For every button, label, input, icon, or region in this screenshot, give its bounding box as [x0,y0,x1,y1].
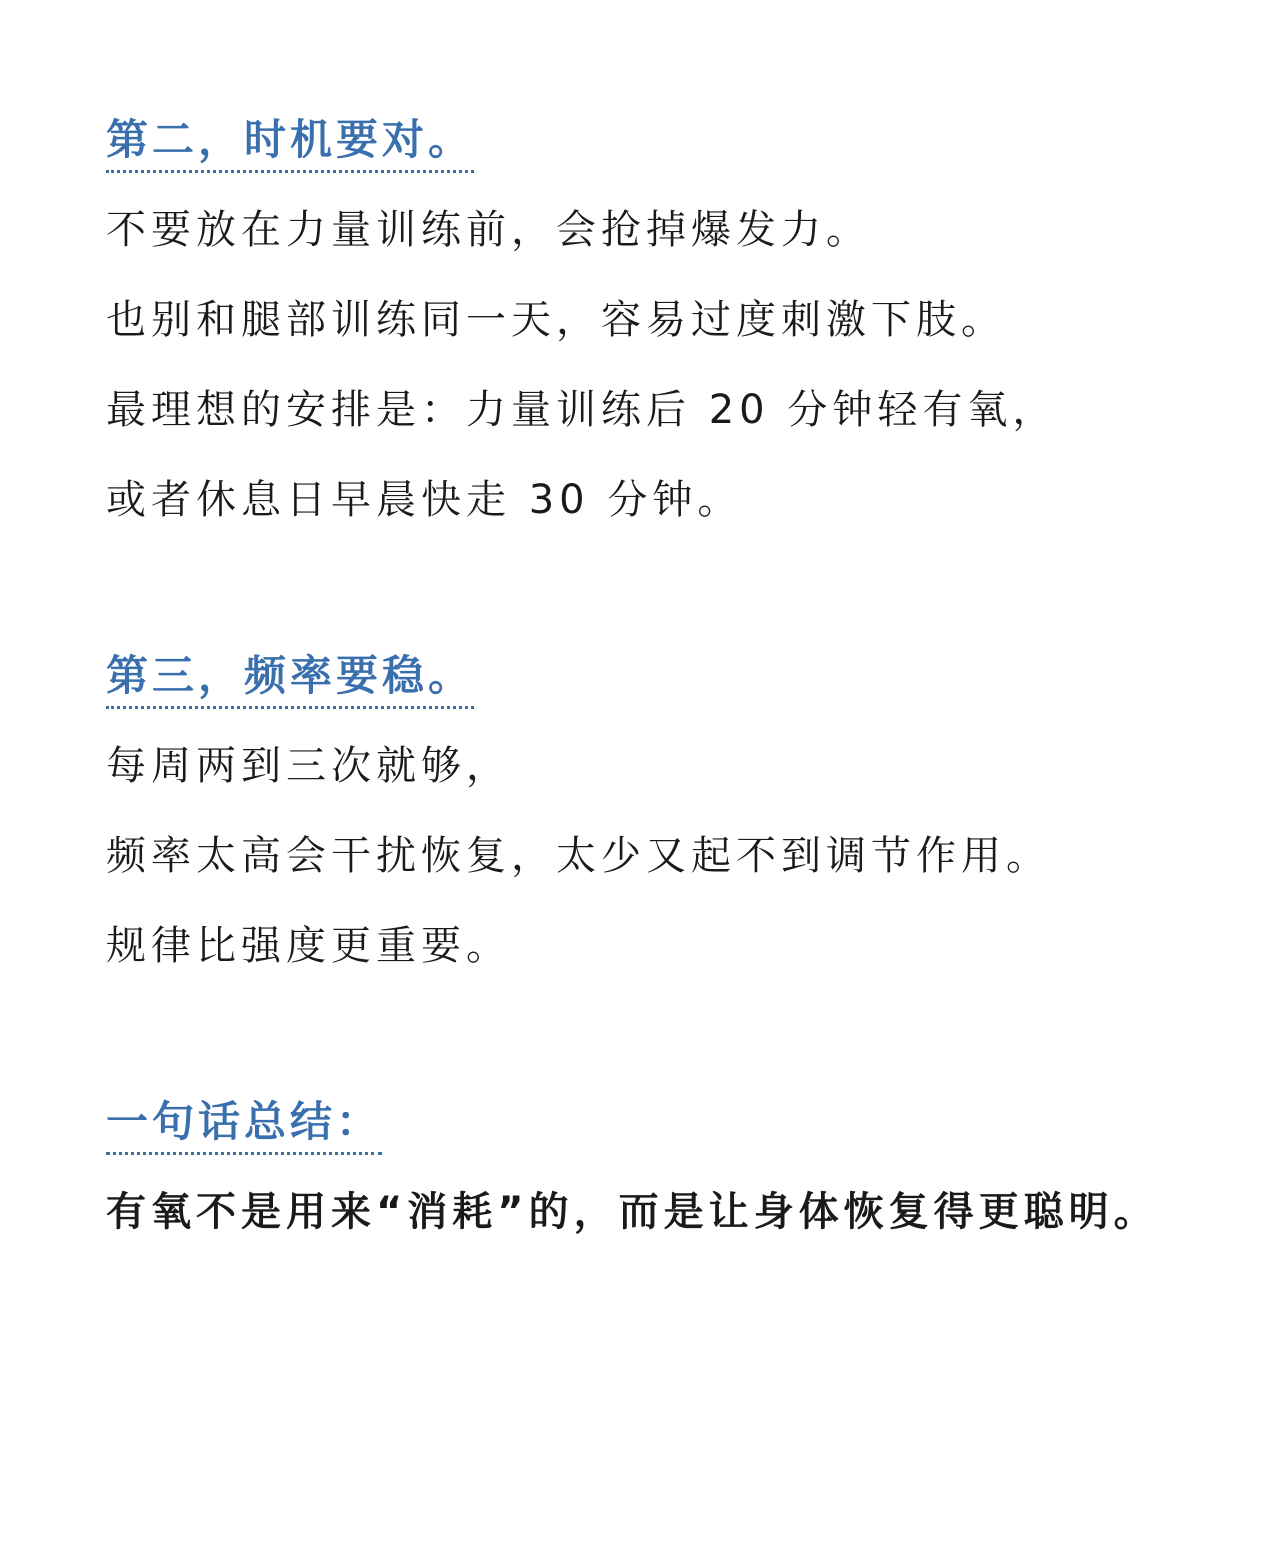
section-timing [106,114,1186,545]
summary-text: 有氧不是用来“消耗”的，而是让身体恢复得更聪明。 [106,1189,1159,1235]
section-summary [106,1096,1186,1257]
paragraph-line: 频率太高会干扰恢复，太少又起不到调节作用。 [106,833,1051,879]
paragraph-line: 每周两到三次就够， [106,743,511,789]
section-frequency [106,650,1186,991]
paragraph-line: 最理想的安排是：力量训练后 20 分钟轻有氧， [106,387,1058,433]
paragraph-line: 也别和腿部训练同一天，容易过度刺激下肢。 [106,297,1006,343]
paragraph-line: 或者休息日早晨快走 30 分钟。 [106,477,743,523]
paragraph-line: 不要放在力量训练前，会抢掉爆发力。 [106,207,871,253]
section-heading: 第三，频率要稳。 [106,650,474,709]
paragraph-line: 规律比强度更重要。 [106,923,511,969]
section-heading: 一句话总结： [106,1096,382,1155]
section-heading: 第二，时机要对。 [106,114,474,173]
